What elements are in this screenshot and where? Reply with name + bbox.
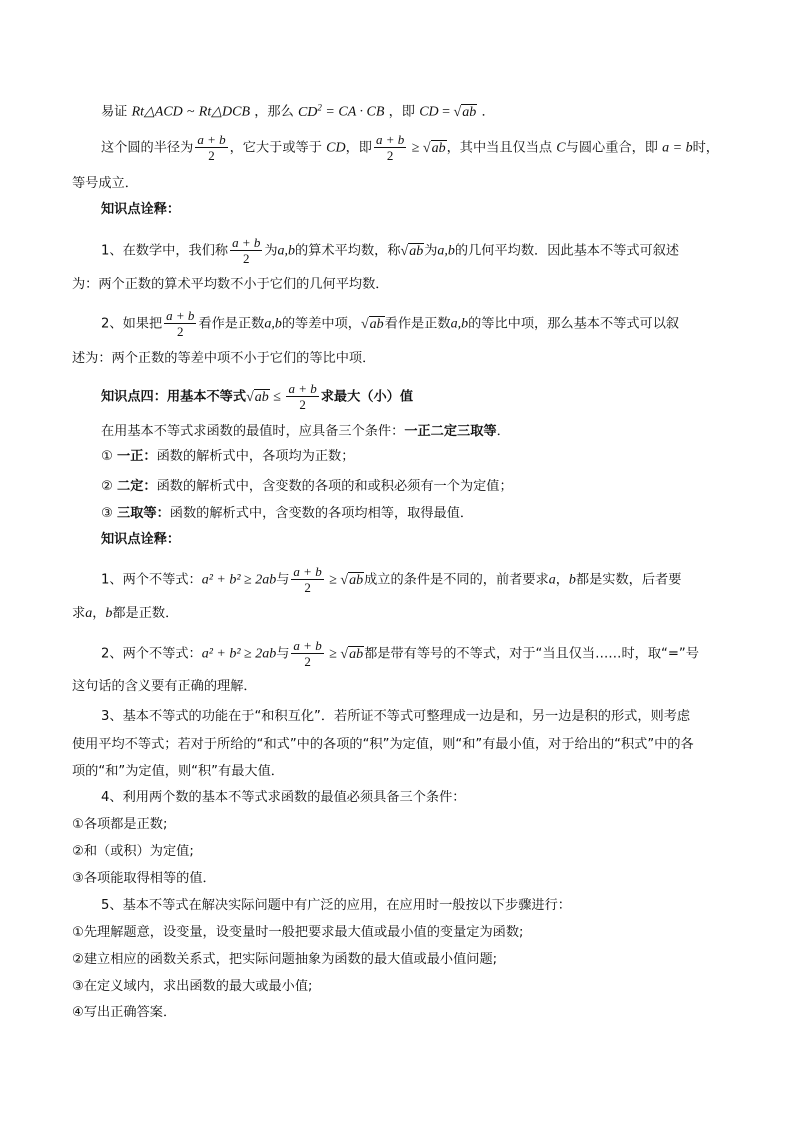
text: 为 xyxy=(424,243,438,259)
note-q5-item-3 xyxy=(72,977,312,997)
math-ge: ≥ xyxy=(325,572,341,588)
section-heading-point-four xyxy=(101,381,413,412)
math-equals: = xyxy=(438,104,454,120)
text: 等号成立． xyxy=(72,176,138,191)
text: ，即 xyxy=(388,104,415,120)
math-ge: ≥ xyxy=(325,646,341,662)
text-bold: 三取等： xyxy=(117,506,170,521)
text: ，它大于或等于 xyxy=(229,140,322,156)
list-marker: ③ xyxy=(101,506,118,521)
math-a-equals-b: a = b xyxy=(662,140,693,156)
note-q4-item-1 xyxy=(72,815,167,835)
math-sqrt-ab: √ab xyxy=(246,389,269,405)
text: 成立的条件是不同的，前者要求 xyxy=(364,572,549,588)
list-marker: ② xyxy=(101,479,118,494)
note-q2-line-2 xyxy=(72,677,257,697)
math-a-b: a,b xyxy=(277,243,296,259)
text: 都是实数，后者要 xyxy=(575,572,682,588)
math-ge: ≥ xyxy=(408,140,423,156)
list-item: ②建立相应的函数关系式，把实际问题抽象为函数的最大值或最小值问题; xyxy=(72,952,498,967)
fraction-a-plus-b-over-2: $\frac{a + b}{2}$ xyxy=(166,308,195,339)
text: 的几何平均数．因此基本不等式可叙述 xyxy=(454,243,680,259)
text: 1、在数学中，我们称 xyxy=(101,243,229,259)
text: 3、基本不等式的功能在于“和积互化”．若所证不等式可整理成一边是和，另一边是积的形式，则考虑 xyxy=(101,709,691,724)
section-heading-knowledge-note-2 xyxy=(101,530,180,550)
note-q5-item-2 xyxy=(72,950,497,970)
math-sqrt-ab: √ab xyxy=(340,646,364,662)
text: 看作是正数 xyxy=(198,316,265,332)
math-equals-ca-cb: = CA · CB xyxy=(321,104,385,120)
list-item: ②和（或积）为定值; xyxy=(72,844,194,859)
text: 的等比中项，那么基本不等式可以叙 xyxy=(468,316,680,332)
note-q1-line-1 xyxy=(101,564,681,595)
note-q3-line-1 xyxy=(101,707,690,727)
text: 使用平均不等式；若对于所给的“和式”中的各项的“积”为定值，则“和”有最小值，对于给出的“积式”中的各 xyxy=(72,737,694,752)
note-q4-item-2 xyxy=(72,842,194,862)
note-q5-item-1 xyxy=(72,923,523,943)
math-le: ≤ xyxy=(269,389,285,405)
note-1-line-2 xyxy=(72,275,389,295)
condition-3 xyxy=(101,504,473,524)
math-b: b xyxy=(105,606,113,621)
math-cd: CD xyxy=(326,140,346,156)
text: 5、基本不等式在解决实际问题中有广泛的应用，在应用时一般按以下步骤进行： xyxy=(101,898,571,913)
text-bold: 一正二定三取等 xyxy=(404,424,497,439)
text: 看作是正数 xyxy=(384,316,451,332)
math-sqrt-ab: √ab xyxy=(360,316,384,332)
math-a: a xyxy=(85,606,93,621)
proof-line-similar-triangles xyxy=(101,97,495,123)
text: 在用基本不等式求函数的最值时，应具备三个条件： xyxy=(101,424,405,439)
text: 与 xyxy=(276,646,290,662)
text: 与圆心重合，即 xyxy=(565,140,658,156)
text: 求 xyxy=(72,606,86,621)
math-a-b: a,b xyxy=(437,243,455,259)
fraction-a-plus-b-over-2: $\frac{a + b}{2}$ xyxy=(232,235,261,266)
conditions-intro xyxy=(101,422,510,442)
note-q3-line-3 xyxy=(72,762,284,782)
math-b: b xyxy=(568,572,576,588)
math-cd-squared: $CD^2$ xyxy=(297,102,322,120)
text: 的算术平均数，称 xyxy=(295,243,401,259)
heading: 求最大（小）值 xyxy=(320,389,414,405)
text-bold: 一正： xyxy=(117,449,157,464)
fraction-a-plus-b-over-2: $\frac{a + b}{2}$ xyxy=(375,132,405,163)
equality-line xyxy=(72,174,138,194)
note-q2-line-1 xyxy=(101,638,699,669)
math-inequality: a² + b² ≥ 2ab xyxy=(201,646,277,662)
text: 函数的解析式中，各项均为正数； xyxy=(156,449,355,464)
list-item: ③在定义域内，求出函数的最大或最小值; xyxy=(72,979,313,994)
math-triangle-acd: Rt△ACD xyxy=(131,104,183,120)
heading: 知识点四：用基本不等式 xyxy=(101,389,247,405)
heading: 知识点诠释： xyxy=(101,202,181,217)
text: 这句话的含义要有正确的理解． xyxy=(72,679,257,694)
text: ， xyxy=(555,572,569,588)
text: ，其中当且仅当点 xyxy=(446,140,553,156)
text: 2、如果把 xyxy=(101,316,163,332)
text: ． xyxy=(496,424,510,439)
radius-line xyxy=(101,132,719,163)
fraction-a-plus-b-over-2: $\frac{a + b}{2}$ xyxy=(288,381,317,412)
math-sqrt-ab: √ab xyxy=(453,104,477,120)
note-q1-line-2 xyxy=(72,604,178,624)
note-q5-intro xyxy=(101,896,571,916)
text: 为：两个正数的算术平均数不小于它们的几何平均数． xyxy=(72,277,389,292)
text: ，即 xyxy=(345,140,372,156)
text: 述为：两个正数的等差中项不小于它们的等比中项． xyxy=(72,351,376,366)
condition-1 xyxy=(101,447,354,467)
list-item: ①先理解题意，设变量，设变量时一般把要求最大值或最小值的变量定为函数; xyxy=(72,925,524,940)
math-point-c: C xyxy=(556,140,566,156)
text-bold: 二定： xyxy=(117,479,157,494)
text: 函数的解析式中，含变数的各项的和或积必须有一个为定值； xyxy=(156,479,513,494)
math-cd: CD xyxy=(419,104,439,120)
math-sqrt-ab: √ab xyxy=(400,243,424,259)
fraction-a-plus-b-over-2: $\frac{a + b}{2}$ xyxy=(293,638,322,669)
note-q5-item-4 xyxy=(72,1003,176,1023)
math-triangle-dcb: Rt△DCB xyxy=(198,104,250,120)
list-marker: ① xyxy=(101,449,118,464)
math-sqrt-ab: √ab xyxy=(422,140,446,156)
note-q4-item-3 xyxy=(72,869,216,889)
text: 都是正数． xyxy=(112,606,179,621)
text: 1、两个不等式： xyxy=(101,572,202,588)
text: ，那么 xyxy=(254,104,294,120)
fraction-a-plus-b-over-2: $\frac{a + b}{2}$ xyxy=(293,564,322,595)
text: 这个圆的半径为 xyxy=(101,140,194,156)
text: 为 xyxy=(264,243,278,259)
note-2-line-2 xyxy=(72,349,375,369)
text: 都是带有等号的不等式，对于“当且仅当……时，取“=”号 xyxy=(364,646,699,662)
section-heading-knowledge-note xyxy=(101,200,180,220)
math-a-b: a,b xyxy=(264,316,282,332)
note-q3-line-2 xyxy=(72,735,694,755)
list-item: ①各项都是正数; xyxy=(72,817,168,832)
text: 时， xyxy=(692,140,719,156)
text: 与 xyxy=(276,572,290,588)
note-2-line-1 xyxy=(101,308,679,339)
note-q4-intro xyxy=(101,788,465,808)
text: 函数的解析式中，含变数的各项均相等，取得最值． xyxy=(169,506,474,521)
text: 2、两个不等式： xyxy=(101,646,202,662)
text: ． xyxy=(481,104,495,120)
fraction-a-plus-b-over-2: $\frac{a + b}{2}$ xyxy=(197,132,226,163)
text: 的等差中项， xyxy=(281,316,361,332)
math-inequality: a² + b² ≥ 2ab xyxy=(201,572,277,588)
text: 4、利用两个数的基本不等式求函数的最值必须具备三个条件： xyxy=(101,790,466,805)
list-item: ③各项能取得相等的值． xyxy=(72,871,216,886)
math-a-b: a,b xyxy=(450,316,469,332)
math-similar: ~ xyxy=(187,104,195,120)
math-a: a xyxy=(548,572,556,588)
note-1-line-1 xyxy=(101,235,679,266)
text: 易证 xyxy=(101,104,128,120)
text: ， xyxy=(92,606,106,621)
math-sqrt-ab: √ab xyxy=(340,572,364,588)
list-item: ④写出正确答案． xyxy=(72,1005,177,1020)
condition-2 xyxy=(101,477,513,497)
text: 项的“和”为定值，则“积”有最大值． xyxy=(72,764,284,779)
heading: 知识点诠释： xyxy=(101,532,181,547)
